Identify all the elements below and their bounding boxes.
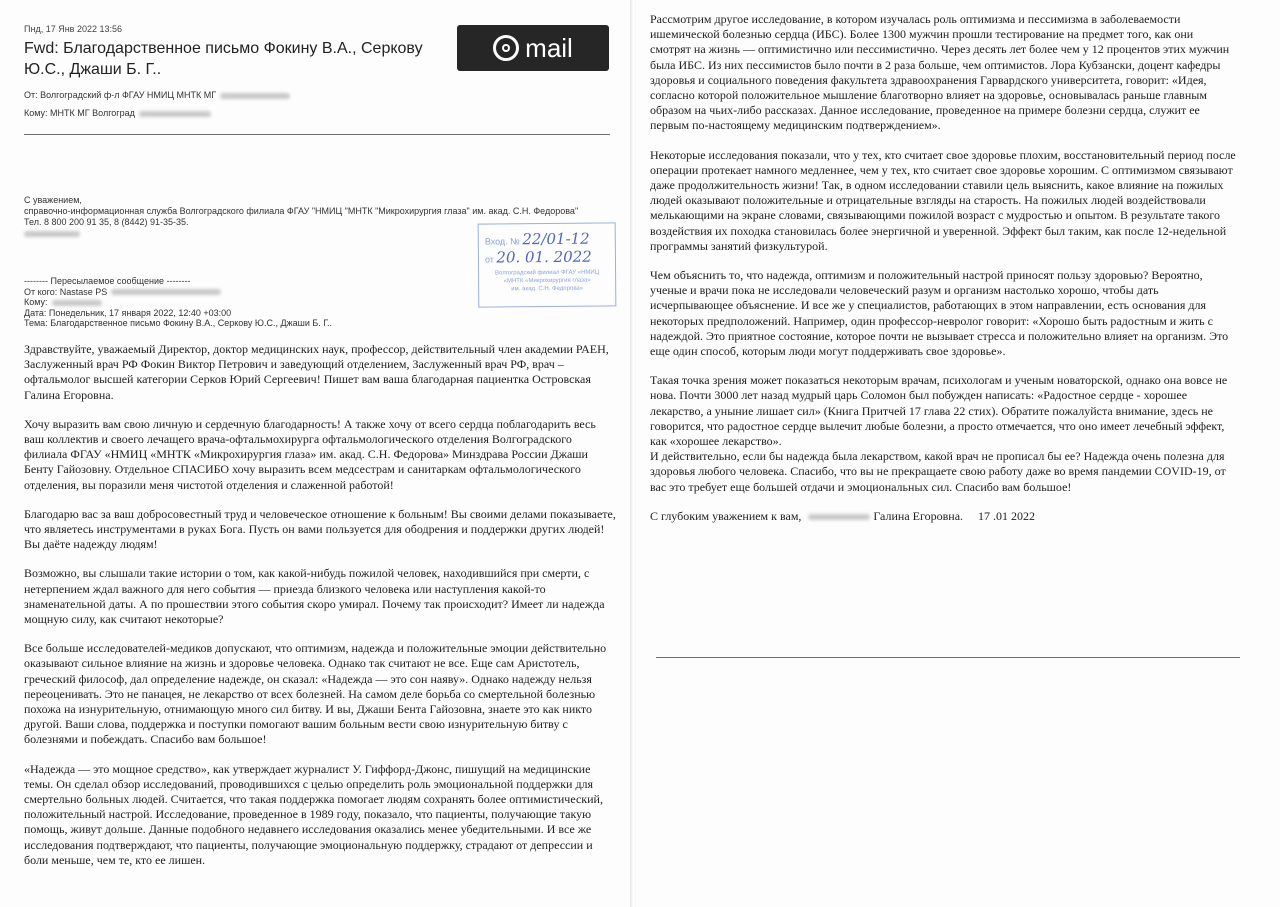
forwarded-header: [24, 276, 444, 329]
forwarded-subject: Тема: Благодарственное письмо Фокину В.А., Серкову Ю.С., Джаши Б. Г..: [24, 318, 333, 329]
email-subject: Fwd: Благодарственное письмо Фокину В.А., Серкову Ю.С., Джаши Б. Г..: [24, 40, 423, 78]
letter-paragraph: Все больше исследователей-медиков допускают, что оптимизм, надежда и положительные эмоции действительно оказывают сильное влияние на жизнь и здоровье человека. Однако так считают не все. Еще сам Аристотель, греческий философ, дал определение надежде, он сказал: «Надежда — это сон наяву». Однако надежду нельзя переоценивать. Это не панацея, не лекарство от всех болезней. На самом деле борьба со смертельной болезнью похожа на изнурительную, отнимающую много сил битву. И вы, Джаши Бента Гайозовна, знаете это как никто другой. Ваши слова, поддержка и поступки помогают вашим больным вести свою изнурительную битву с болезнями и побеждать. Спасибо вам большое!: [24, 641, 607, 747]
email-to: Кому: МНТК МГ Волгоград: [24, 108, 211, 118]
at-sign-icon: [493, 35, 519, 61]
email-from: От: Волгоградский ф-л ФГАУ НМИЦ МНТК МГ: [24, 90, 290, 100]
page-right: [636, 0, 1280, 907]
letter-paragraph: Благодарю вас за ваш добросовестный труд и человеческое отношение к больным! Вы своими делами показываете, что являетесь инструментами в руках Бога. Пусть он вами пользуется для ободрения и поддержки других людей! Вы даёте надежду людям!: [24, 506, 616, 552]
closing-prefix: С глубоким уважением к вам,: [650, 508, 802, 523]
page-left: [0, 0, 632, 907]
signature-org: справочно-информационная служба Волгоградского филиала ФГАУ "НМИЦ "МНТК "Микрохирургия глаза" им. акад. С.Н. Федорова": [24, 206, 579, 216]
forwarded-date: Дата: Понедельник, 17 января 2022, 12:40 +03:00: [24, 307, 232, 318]
letter-paragraph: Такая точка зрения может показаться некоторым врачам, психологам и ученым новаторской, однако она вовсе не нова. Почти 3000 лет назад мудрый царь Соломон был побужден написать: «Радостное сердце - хорошее лекарство, а уныние лишает сил» (Книга Притчей 17 глава 22 стих). Обратите пожалуйста внимание, здесь не говорится, что радостное сердце вылечит любые болезни, а просто отмечается, что оно имеет лечебный эффект, как «хорошее лекарство».: [650, 373, 1228, 449]
stamp-in-label: Вход. №: [484, 236, 520, 247]
letter-paragraph: «Надежда — это мощное средство», как утверждает журналист У. Гиффорд-Джонс, пишущий на медицинские темы. Он сделал обзор исследований, проводившихся с целью определить роль эмоциональной поддержки для смертельно больных людей. Считается, что такая поддержка помогает людям сохранять более оптимистический, положительный настрой. Исследование, проведенное в 1989 году, показало, что пациенты, получающие такую помощь, живут дольше. Данные подобного недавнего исследования оказались менее убедительными. И все же исследования подтверждают, что пациенты, получающие эмоциональную поддержку, страдают от депрессии и боли меньше, чем те, кто ее лишен.: [24, 761, 603, 867]
letter-body-right: [650, 12, 1236, 538]
stamp-org: Волгоградский филиал ФГАУ «НМИЦ «МНТК «Микрохирургия глаза» им. акад. С.Н. Федорова»: [494, 269, 600, 293]
letter-paragraph: И действительно, если бы надежда была лекарством, какой врач не прописал бы ее? Надежда очень полезна для здоровья любого человека. Спасибо, что вы не прекращаете свою работу даже во время пандемии COVID-19, от вас это требует еще большей отдачи и эмоциональных сил. Спасибо вам большое!: [650, 449, 1226, 494]
stamp-date-label: от: [484, 254, 494, 265]
closing-date: 17 .01 2022: [978, 508, 1036, 523]
letter-closing: [650, 509, 1236, 524]
closing-name: Галина Егоровна.: [873, 508, 964, 523]
letter-paragraph: Здравствуйте, уважаемый Директор, доктор медицинских наук, профессор, действительный член академии РАЕН, Заслуженный врач РФ Фокин Виктор Петрович и заведующий отделением, Заслуженный врач РФ, врач – офтальмолог высшей категории Серков Юрий Сергеевич! Пишет вам ваша благодарная пациентка Островская Галина Егоровна.: [24, 342, 609, 402]
stamp-in-number: 22/01-12: [522, 229, 590, 249]
forwarded-from: От кого: Nastase PS: [24, 287, 444, 298]
incoming-stamp: [478, 222, 617, 307]
letter-paragraph: Возможно, вы слышали такие истории о том, как какой-нибудь пожилой человек, находившийся при смерти, с нетерпением ждал важного для него события — приезда близкого человека или наступления какой-то знаменательной даты. А по прошествии этого события скоро умирал. Почему так происходит? Имеет ли надежда мощную силу, как считают некоторые?: [24, 566, 605, 627]
header-divider: [24, 134, 610, 135]
email-date: Пнд, 17 Янв 2022 13:56: [24, 24, 122, 34]
letter-paragraph: Некоторые исследования показали, что у тех, кто считает свое здоровье плохим, восстановительный период после операции протекает намного медленнее, чем у тех, кто считает свое здоровье хорошим. С оптимизмом связывают даже продолжительность жизни! Так, в одном исследовании ставили цель выяснить, какое влияние на пожилых людей оказывают положительные и отрицательные взгляды на старость. На пожилых людей воздействовали мелькающими на экране словами, связывающими пожилой возраст с мудростью и опытом. В результате такого воздействия их походка становилась более энергичной и уверенной. Эффект был таким, как после 12-недельной программы занятий физкультурой.: [650, 147, 1236, 253]
letter-paragraph: Хочу выразить вам свою личную и сердечную благодарность! А также хочу от всего сердца поблагодарить весь ваш коллектив и своего лечащего врача-офтальмохирурга офтальмологического отделения Волгоградского филиала ФГАУ «НМИЦ «МНТК «Микрохирургия глаза» им. акад. С.Н. Федорова» Минздрава России Джаши Бенту Гайозовну. Отдельное СПАСИБО хочу выразить всем медсестрам и санитаркам офтальмологического отделения, вы поразили меня чистотой отделения и слаженной работой!: [24, 416, 596, 492]
footer-divider: [656, 657, 1240, 658]
mail-logo-text: mail: [525, 32, 573, 63]
stamp-date-value: 20. 01. 2022: [496, 247, 592, 267]
letter-paragraph: Рассмотрим другое исследование, в котором изучалась роль оптимизма и пессимизма в заболеваемости ишемической болезнью сердца (ИБС). Более 1300 мужчин прошли тестирование на предмет того, как они смотрят на жизнь — оптимистично или пессимистично. Через десять лет более чем у 12 процентов этих мужчин была ИБС. Из них пессимистов было почти в 2 раза больше, чем оптимистов. Лора Кубзански, доцент кафедры здоровья и социального поведения факультета здравоохранения Гарвардского университета, говорит: «Идея, согласно которой положительное мышление благотворно влияет на здоровье, основывалась раньше главным образом на чьих-либо рассказах. Данное исследование, проведенное на примере болезни сердца, служит ее первым по-настоящему медицинским подтверждением».: [650, 12, 1230, 133]
letter-paragraph: Чем объяснить то, что надежда, оптимизм и положительный настрой приносят пользу здоровью? Вероятно, ученые и врачи пока не исследовали человеческий разум и организм настолько хорошо, чтобы дать исчерпывающее объяснение. И все же у специалистов, работающих в этом направлении, есть основания для некоторых предположений. Например, один профессор-невролог говорит: «Хорошо быть радостным и жить с надеждой. Это приятное состояние, которое почти не вызывает стресса и положительно влияет на организм. Это еще один способ, которым люди могут поддерживать свое здоровье».: [650, 268, 1229, 359]
mail-logo: [457, 25, 609, 71]
forwarded-separator: -------- Пересылаемое сообщение --------: [24, 276, 191, 286]
signature-phone: Тел. 8 800 200 91 35, 8 (8442) 91-35-35.: [24, 217, 189, 227]
forwarded-to: Кому:: [24, 297, 444, 308]
signature-greeting: С уважением,: [24, 195, 82, 205]
letter-body-left: [24, 342, 618, 882]
